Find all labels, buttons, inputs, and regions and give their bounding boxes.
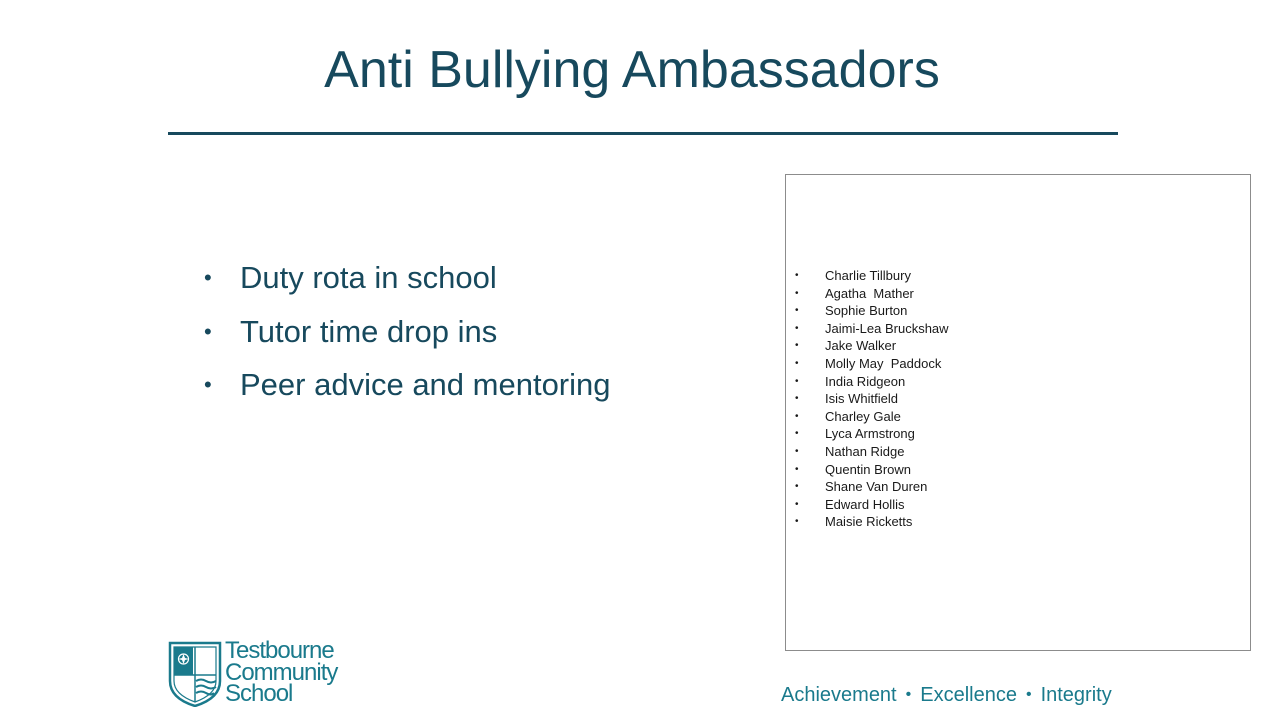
motto-word: Achievement — [781, 684, 897, 706]
bullet-item — [200, 309, 611, 363]
ambassador-name: Nathan Ridge — [825, 443, 905, 459]
bullet-dot: • — [795, 516, 799, 528]
main-bullet-list — [200, 255, 611, 416]
bullet-text: Tutor time drop ins — [240, 313, 498, 349]
ambassador-name: Agatha Mather — [825, 285, 914, 301]
bullet-dot: • — [204, 318, 212, 344]
school-name-line: School — [225, 680, 293, 707]
ambassador-name-item — [794, 355, 949, 373]
slide-title: Anti Bullying Ambassadors — [324, 41, 940, 99]
ambassador-name: Quentin Brown — [825, 461, 911, 477]
bullet-text: Peer advice and mentoring — [240, 367, 611, 402]
ambassador-name: India Ridgeon — [825, 373, 906, 389]
ambassador-name: Maisie Ricketts — [825, 514, 913, 530]
bullet-dot: • — [795, 463, 799, 475]
ambassador-name: Shane Van Duren — [825, 479, 928, 495]
ambassador-name-item — [794, 302, 949, 320]
ambassador-name-item — [794, 478, 949, 496]
ambassador-name-item — [794, 337, 949, 355]
ambassador-name-item — [794, 320, 949, 338]
bullet-item — [200, 255, 611, 309]
ambassador-name-item — [794, 496, 949, 514]
bullet-dot: • — [795, 498, 799, 510]
ambassador-name-item — [794, 373, 949, 391]
ambassador-name-item — [794, 390, 949, 408]
ambassador-name-item — [794, 285, 949, 303]
bullet-dot: • — [795, 393, 799, 405]
bullet-item — [200, 362, 611, 416]
school-name-line: Community — [225, 658, 338, 686]
ambassador-names-list — [794, 267, 949, 531]
ambassador-name: Sophie Burton — [825, 303, 908, 319]
school-name — [225, 637, 338, 707]
bullet-text: Duty rota in school — [240, 260, 497, 295]
ambassador-name: Edward Hollis — [825, 496, 905, 512]
school-motto — [781, 684, 1112, 707]
ambassador-name: Molly May Paddock — [825, 355, 942, 371]
ambassador-name: Charlie Tillbury — [825, 268, 911, 283]
bullet-dot: • — [795, 270, 799, 281]
ambassador-name-item — [794, 267, 949, 285]
motto-word: Integrity — [1040, 684, 1112, 706]
ambassador-name: Jake Walker — [825, 338, 897, 354]
bullet-dot: • — [795, 357, 799, 369]
bullet-dot: • — [795, 322, 799, 334]
school-name-line: Testbourne — [225, 637, 334, 664]
bullet-dot: • — [795, 410, 799, 422]
ambassador-name: Charley Gale — [825, 408, 901, 424]
bullet-dot: • — [795, 481, 799, 493]
bullet-dot: • — [795, 375, 799, 387]
bullet-dot: • — [795, 287, 799, 299]
ambassador-name: Jaimi-Lea Bruckshaw — [825, 320, 949, 336]
school-logo — [168, 637, 368, 710]
motto-separator: • — [1025, 686, 1032, 703]
bullet-dot: • — [795, 445, 799, 457]
bullet-dot: • — [795, 428, 799, 440]
school-crest-icon — [168, 641, 222, 707]
ambassador-name: Lyca Armstrong — [825, 426, 915, 442]
ambassador-name-item — [794, 425, 949, 443]
bullet-dot: • — [795, 305, 799, 317]
title-divider — [168, 132, 1118, 135]
ambassador-name-item — [794, 408, 949, 426]
ambassador-name-item — [794, 461, 949, 479]
ambassador-name: Isis Whitfield — [825, 391, 898, 407]
bullet-dot: • — [795, 340, 799, 352]
bullet-dot: • — [204, 265, 212, 290]
bullet-dot: • — [204, 372, 212, 397]
ambassador-name-item — [794, 513, 949, 531]
motto-separator: • — [905, 686, 912, 703]
ambassador-names-box — [785, 174, 1251, 651]
ambassador-name-item — [794, 443, 949, 461]
motto-word: Excellence — [920, 684, 1017, 706]
